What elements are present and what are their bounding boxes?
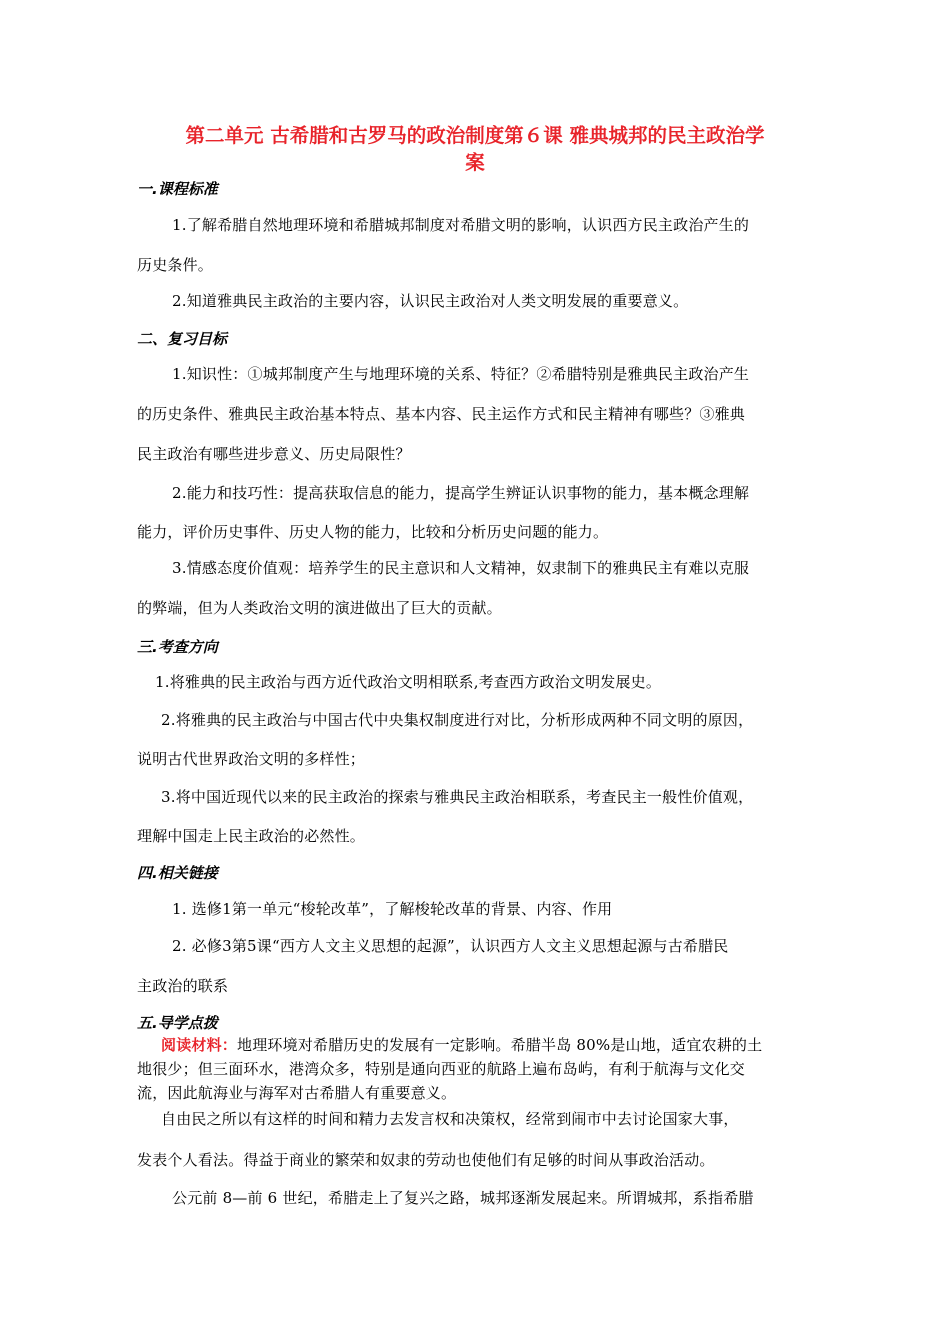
reading-text: 地理环境对希腊历史的发展有一定影响。希腊半岛 80%是山地，适宜农耕的土 <box>237 1036 763 1054</box>
paragraph-line: 流，因此航海业与海军对古希腊人有重要意义。 <box>137 1084 457 1102</box>
section-heading-related-links: 四.相关链接 <box>137 864 218 882</box>
paragraph-line: 自由民之所以有这样的时间和精力去发言权和决策权，经常到闹市中去讨论国家大事， <box>161 1110 739 1128</box>
section-heading-study-guide: 五.导学点拨 <box>137 1014 218 1032</box>
title-line-2: 案 <box>465 151 485 174</box>
paragraph-line: 说明古代世界政治文明的多样性； <box>137 750 366 768</box>
paragraph-line: 2.知道雅典民主政治的主要内容，认识民主政治对人类文明发展的重要意义。 <box>172 292 689 310</box>
paragraph-line: 的弊端，但为人类政治文明的演进做出了巨大的贡献。 <box>137 599 502 617</box>
paragraph-line: 2.将雅典的民主政治与中国古代中央集权制度进行对比，分析形成两种不同文明的原因， <box>161 711 754 729</box>
section-heading-exam-direction: 三.考查方向 <box>137 638 218 656</box>
paragraph-line: 2.能力和技巧性：提高获取信息的能力，提高学生辨证认识事物的能力，基本概念理解 <box>172 484 750 502</box>
paragraph-line: 能力，评价历史事件、历史人物的能力，比较和分析历史问题的能力。 <box>137 523 609 541</box>
paragraph-line <box>161 1034 762 1055</box>
reading-material-label: 阅读材料： <box>161 1036 238 1054</box>
paragraph-line: 理解中国走上民主政治的必然性。 <box>137 827 366 845</box>
section-heading-review-goals: 二、复习目标 <box>137 330 228 348</box>
title-line-1: 第二单元 古希腊和古罗马的政治制度第６课 雅典城邦的民主政治学 <box>185 124 765 147</box>
paragraph-line: 历史条件。 <box>137 256 214 274</box>
paragraph-line: 1.将雅典的民主政治与西方近代政治文明相联系,考查西方政治文明发展史。 <box>155 673 662 691</box>
paragraph-line: 发表个人看法。得益于商业的繁荣和奴隶的劳动也使他们有足够的时间从事政治活动。 <box>137 1151 715 1169</box>
paragraph-line: 地很少；但三面环水，港湾众多，特别是通向西亚的航路上遍布岛屿，有利于航海与文化交 <box>137 1060 746 1078</box>
paragraph-line: 公元前 8—前 6 世纪，希腊走上了复兴之路，城邦逐渐发展起来。所谓城邦，系指希腊 <box>172 1189 754 1207</box>
paragraph-line: 1. 选修1第一单元“梭轮改革”，了解梭轮改革的背景、内容、作用 <box>172 900 613 918</box>
page-title <box>130 122 820 176</box>
paragraph-line: 2. 必修3第5课“西方人文主义思想的起源”，认识西方人文主义思想起源与古希腊民 <box>172 937 729 955</box>
paragraph-line: 民主政治有哪些进步意义、历史局限性？ <box>137 445 411 463</box>
section-heading-curriculum-standards: 一.课程标准 <box>137 180 218 198</box>
paragraph-line: 1.了解希腊自然地理环境和希腊城邦制度对希腊文明的影响，认识西方民主政治产生的 <box>172 216 750 234</box>
paragraph-line: 1.知识性：①城邦制度产生与地理环境的关系、特征？②希腊特别是雅典民主政治产生 <box>172 365 750 383</box>
paragraph-line: 3.情感态度价值观：培养学生的民主意识和人文精神，奴隶制下的雅典民主有难以克服 <box>172 559 750 577</box>
paragraph-line: 3.将中国近现代以来的民主政治的探索与雅典民主政治相联系，考查民主一般性价值观， <box>161 788 754 806</box>
paragraph-line: 主政治的联系 <box>137 977 229 995</box>
paragraph-line: 的历史条件、雅典民主政治基本特点、基本内容、民主运作方式和民主精神有哪些？③雅典 <box>137 405 746 423</box>
